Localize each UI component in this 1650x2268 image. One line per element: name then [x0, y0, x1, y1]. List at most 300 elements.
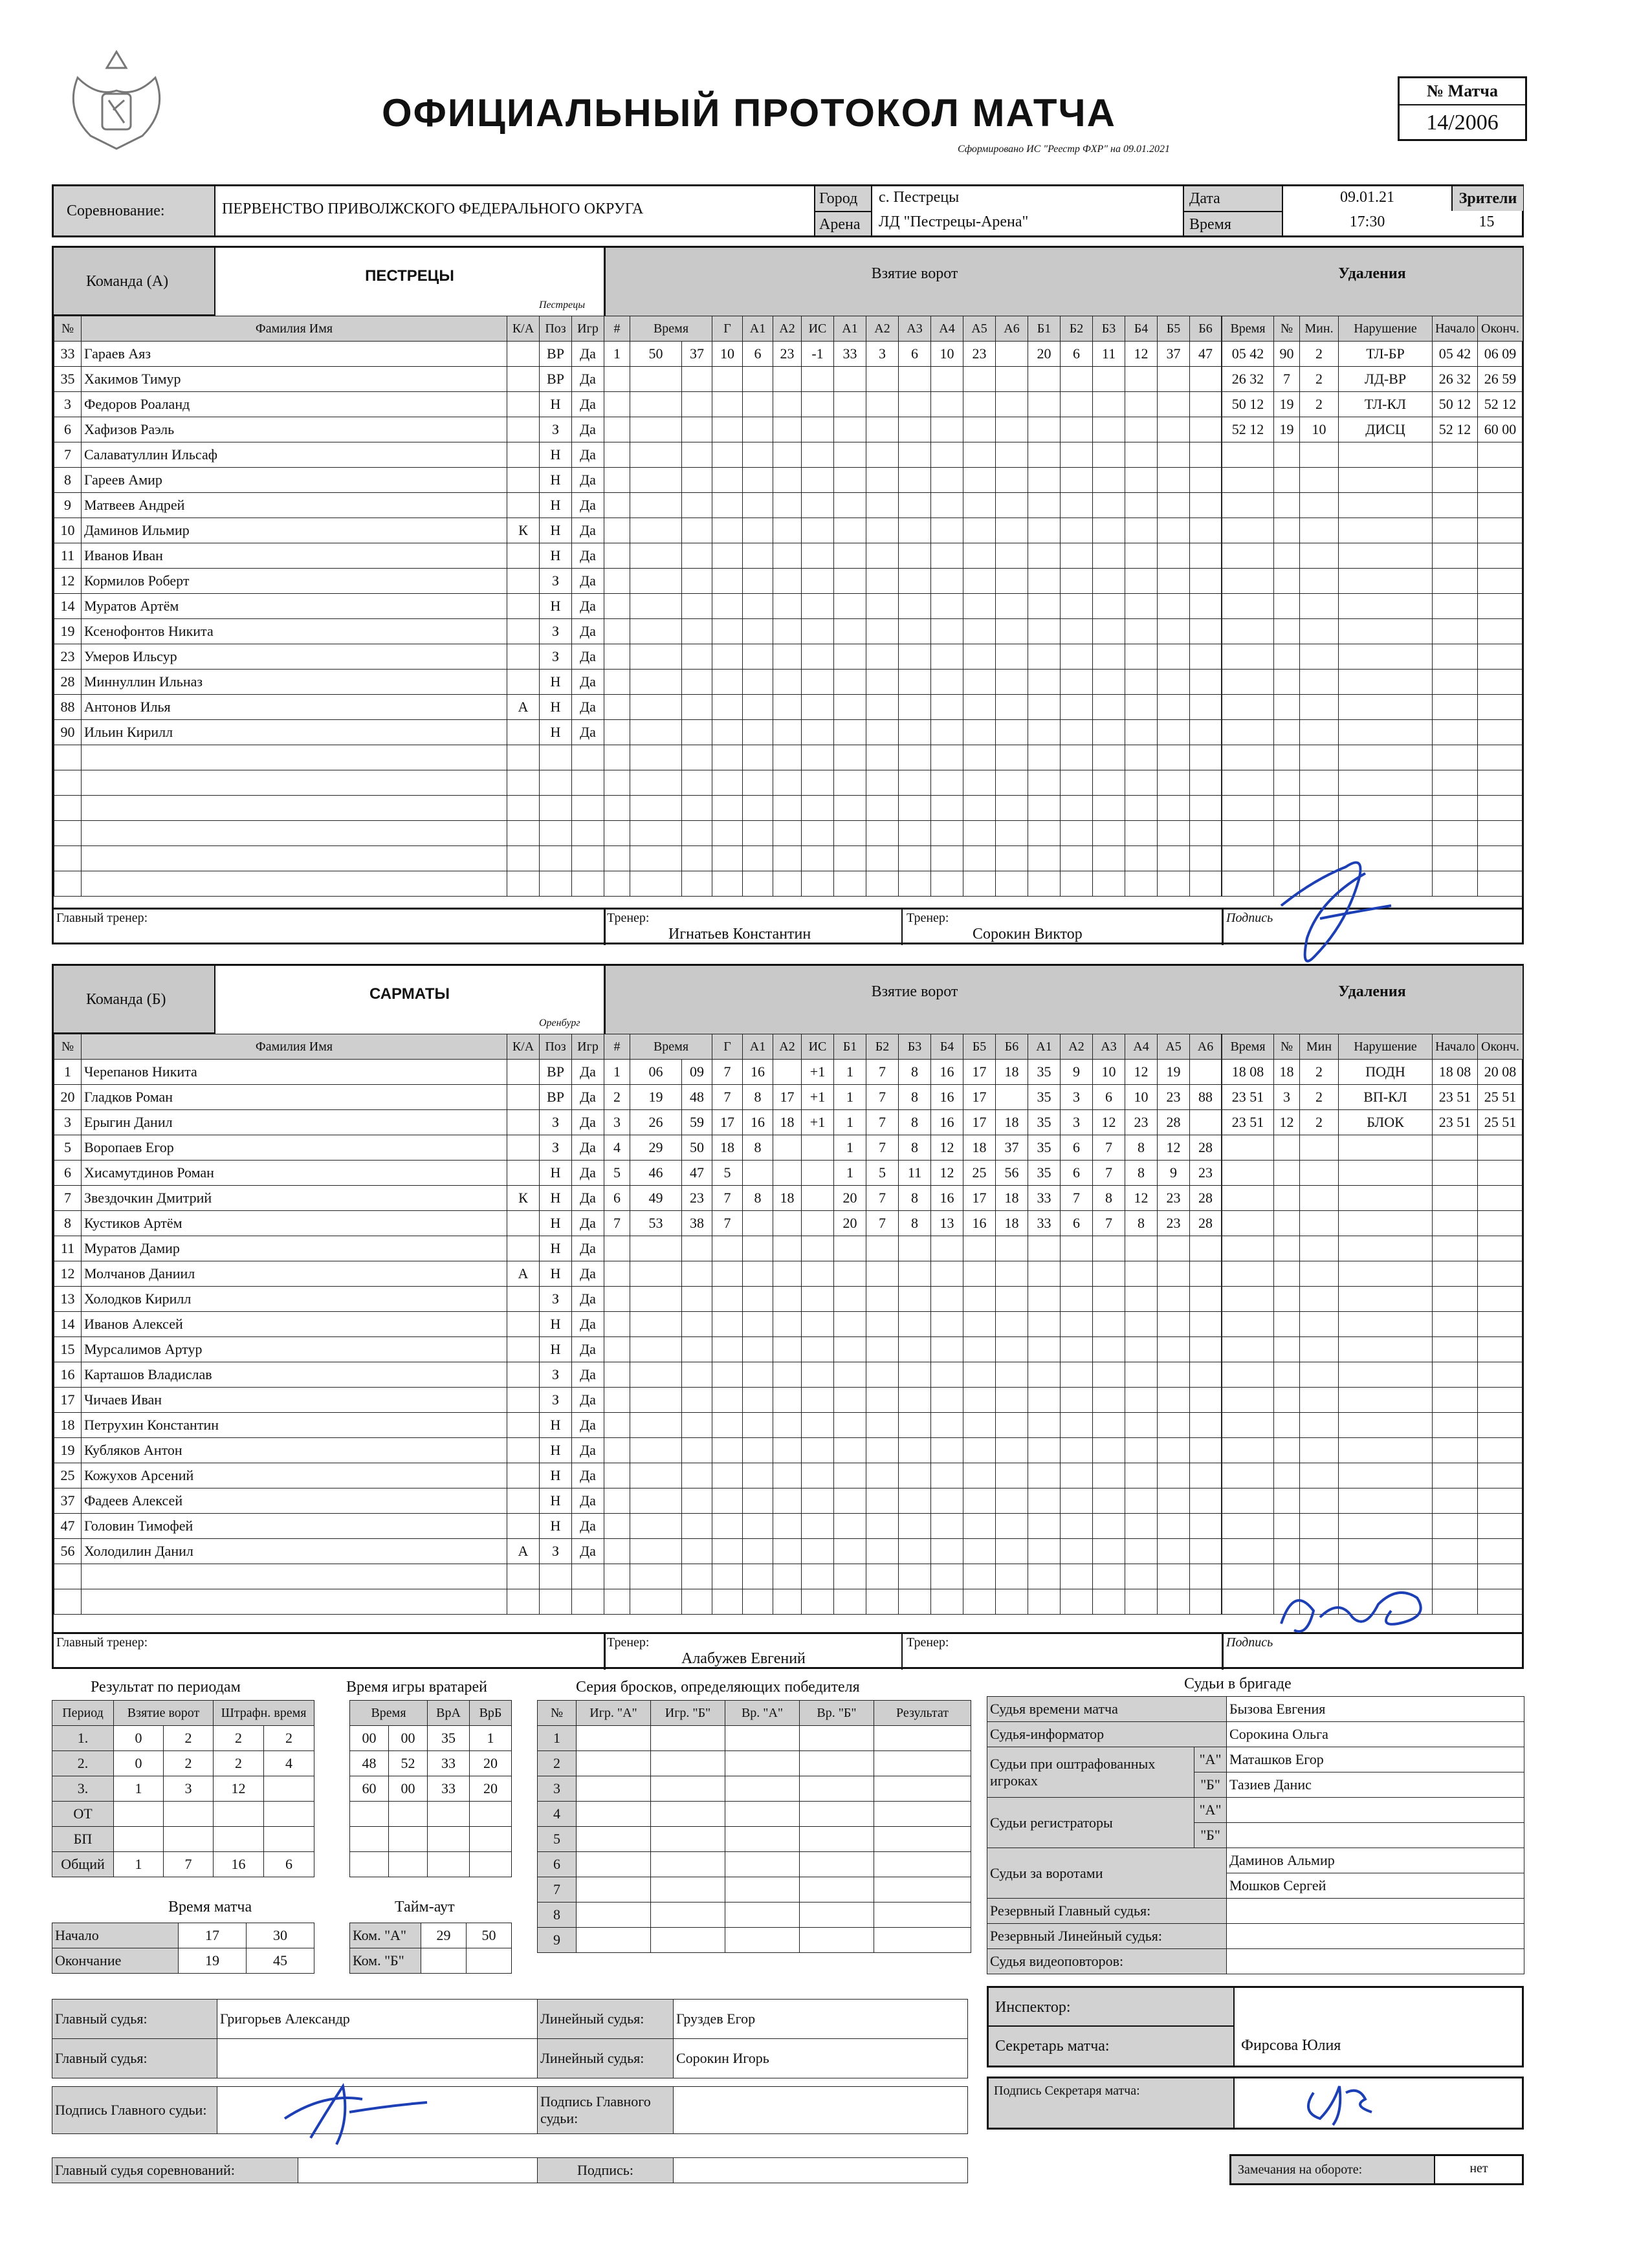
goal-row: [604, 1539, 1222, 1564]
goal-cell: [1125, 619, 1158, 644]
goal-cell: [1158, 1539, 1190, 1564]
goal-cell: [866, 367, 899, 392]
player-position: [540, 821, 572, 846]
goal-cell: [682, 543, 712, 569]
penalty-infraction: ВП-КЛ: [1339, 1085, 1433, 1110]
team-b-pen-title: Удаления: [1222, 966, 1523, 1034]
team-a-label: Команда (А): [54, 248, 215, 316]
goal-cell: [630, 594, 682, 619]
goal-header: Б1: [1028, 316, 1061, 342]
goal-cell: [931, 846, 963, 871]
gk-cell: [350, 1852, 389, 1877]
goal-cell: [773, 670, 802, 695]
goal-cell: 1: [834, 1161, 866, 1186]
goal-cell: [996, 770, 1028, 796]
player-played: [572, 846, 604, 871]
goal-cell: [1190, 1110, 1222, 1135]
team-a-coach-1: Игнатьев Константин: [668, 926, 811, 943]
penalty-infraction: [1339, 1539, 1433, 1564]
goal-cell: [1158, 1362, 1190, 1388]
player-number: 8: [54, 468, 82, 493]
goal-cell: [866, 392, 899, 417]
goal-cell: [866, 770, 899, 796]
player-position: З: [540, 1388, 572, 1413]
penalty-row: [1222, 1211, 1523, 1236]
player-role: [507, 1085, 540, 1110]
player-name: [82, 1564, 507, 1589]
player-name: [82, 1589, 507, 1615]
goal-cell: [630, 720, 682, 745]
goal-cell: [1190, 1438, 1222, 1463]
goal-cell: 7: [1061, 1186, 1093, 1211]
goal-cell: 35: [1028, 1085, 1061, 1110]
penalty-minutes: [1300, 770, 1339, 796]
goal-cell: [712, 1438, 743, 1463]
player-row: [54, 1337, 604, 1362]
player-played: Да: [572, 1110, 604, 1135]
goal-cell: [1061, 1312, 1093, 1337]
goal-cell: [712, 1488, 743, 1514]
goal-cell: [773, 1488, 802, 1514]
goal-cell: [1190, 392, 1222, 417]
goal-cell: 35: [1028, 1060, 1061, 1085]
goal-cell: [1061, 846, 1093, 871]
goal-cell: [802, 1161, 834, 1186]
period-row: [52, 1852, 314, 1877]
penalty-infraction: [1339, 1261, 1433, 1287]
goal-cell: [834, 821, 866, 846]
player-role: [507, 1388, 540, 1413]
goal-cell: 16: [931, 1060, 963, 1085]
goal-cell: [712, 392, 743, 417]
goal-cell: [802, 745, 834, 770]
penalty-row: [1222, 594, 1523, 619]
player-played: Да: [572, 1362, 604, 1388]
player-name: Петрухин Константин: [82, 1413, 507, 1438]
penalty-end: [1478, 770, 1523, 796]
team-a-coach-label-1: Тренер:: [607, 911, 650, 925]
time-label: Время: [1183, 211, 1283, 235]
gk-cell: [389, 1852, 428, 1877]
goal-cell: [834, 1413, 866, 1438]
period-row: [52, 1751, 314, 1776]
penalty-start: [1433, 1261, 1478, 1287]
gk-cell: [428, 1827, 470, 1852]
goal-cell: [682, 1413, 712, 1438]
sign-main-label-1: Подпись Главного судьи:: [52, 2087, 217, 2134]
goal-cell: [630, 1463, 682, 1488]
shootout-row: [538, 1726, 971, 1751]
goal-cell: [1125, 518, 1158, 543]
penalty-start: [1433, 720, 1478, 745]
player-position: [540, 846, 572, 871]
goal-cell: [1061, 1413, 1093, 1438]
player-role: [507, 1110, 540, 1135]
period-value: 2: [214, 1751, 264, 1776]
penalty-start: [1433, 493, 1478, 518]
start-mm: 30: [247, 1923, 314, 1948]
linesman-2: Сорокин Игорь: [674, 2039, 968, 2078]
goal-cell: 06: [630, 1060, 682, 1085]
team-a-coach-label-2: Тренер:: [907, 911, 949, 925]
goal-cell: [1061, 1539, 1093, 1564]
goal-cell: [630, 1261, 682, 1287]
goal-cell: 1: [604, 342, 630, 367]
goal-cell: [1190, 1539, 1222, 1564]
goal-cell: [963, 417, 996, 442]
shootout-cell: [651, 1928, 725, 1953]
goal-cell: 50: [682, 1135, 712, 1161]
goal-cell: [866, 796, 899, 821]
goal-cell: [866, 1463, 899, 1488]
penalty-row: [1222, 367, 1523, 392]
player-row: [54, 1060, 604, 1085]
goal-cell: [899, 1413, 931, 1438]
goal-cell: [1061, 670, 1093, 695]
player-played: [572, 745, 604, 770]
goal-cell: [1158, 821, 1190, 846]
shootout-cell: [800, 1776, 874, 1802]
shootout-cell: [800, 1928, 874, 1953]
goal-cell: 7: [866, 1110, 899, 1135]
goal-header: А1: [834, 316, 866, 342]
goal-row: [604, 821, 1222, 846]
goal-cell: [743, 569, 773, 594]
goal-cell: [1061, 417, 1093, 442]
goal-cell: [682, 1438, 712, 1463]
player-number: 12: [54, 569, 82, 594]
goal-cell: [996, 417, 1028, 442]
penalty-header: Время: [1222, 1034, 1274, 1060]
player-position: З: [540, 417, 572, 442]
goal-cell: [1028, 518, 1061, 543]
goal-cell: [682, 871, 712, 897]
goal-cell: 8: [899, 1110, 931, 1135]
match-time-table: [52, 1923, 314, 1974]
goal-header: Б6: [996, 1034, 1028, 1060]
goal-cell: [682, 367, 712, 392]
goal-cell: [773, 695, 802, 720]
period-row: [52, 1802, 314, 1827]
penalty-player: [1274, 468, 1300, 493]
goal-cell: [1158, 644, 1190, 670]
team-b-city: Оренбург: [539, 1018, 580, 1029]
player-header: Поз: [540, 1034, 572, 1060]
goal-cell: [1061, 720, 1093, 745]
shootout-row: [538, 1852, 971, 1877]
shootout-cell: [725, 1802, 800, 1827]
goal-cell: [1028, 1312, 1061, 1337]
goal-cell: [1061, 1337, 1093, 1362]
player-position: З: [540, 1110, 572, 1135]
period-value: [264, 1802, 314, 1827]
period-value: 0: [114, 1751, 164, 1776]
penalty-infraction: [1339, 695, 1433, 720]
goal-cell: 6: [1061, 1135, 1093, 1161]
goal-row: [604, 695, 1222, 720]
goal-cell: [1061, 1488, 1093, 1514]
goal-cell: [630, 569, 682, 594]
goal-cell: [963, 543, 996, 569]
goal-cell: [1158, 1287, 1190, 1312]
goal-cell: 7: [1093, 1135, 1125, 1161]
penalty-infraction: ЛД-ВР: [1339, 367, 1433, 392]
goal-cell: [604, 367, 630, 392]
shootout-table: [537, 1700, 971, 1953]
goal-cell: [963, 1589, 996, 1615]
goal-cell: [834, 670, 866, 695]
team-a-section: [52, 246, 1524, 944]
goal-cell: 47: [682, 1161, 712, 1186]
goal-cell: [996, 1337, 1028, 1362]
goal-cell: [996, 1388, 1028, 1413]
goal-cell: [682, 1388, 712, 1413]
goal-cell: [1061, 1388, 1093, 1413]
goal-cell: [773, 1388, 802, 1413]
goal-cell: [834, 442, 866, 468]
player-name: Ксенофонтов Никита: [82, 619, 507, 644]
goal-cell: [773, 1060, 802, 1085]
player-role: [507, 392, 540, 417]
player-played: Да: [572, 1161, 604, 1186]
goal-cell: [1028, 796, 1061, 821]
penalty-row: [1222, 493, 1523, 518]
player-number: 33: [54, 342, 82, 367]
player-number: 1: [54, 1060, 82, 1085]
goal-row: [604, 745, 1222, 770]
player-role: [507, 367, 540, 392]
goal-cell: [1028, 1438, 1061, 1463]
player-role: [507, 670, 540, 695]
penalty-time: [1222, 1589, 1274, 1615]
penalty-end: [1478, 1514, 1523, 1539]
arena-value: ЛД "Пестрецы-Арена": [879, 213, 1029, 230]
team-a-city: Пестрецы: [539, 300, 586, 311]
player-name: Гладков Роман: [82, 1085, 507, 1110]
goal-header: А3: [899, 316, 931, 342]
penalty-player: 7: [1274, 367, 1300, 392]
goal-cell: [931, 619, 963, 644]
goal-cell: 18: [996, 1060, 1028, 1085]
goal-cell: -1: [802, 342, 834, 367]
goal-cell: [1190, 417, 1222, 442]
goal-cell: [1125, 821, 1158, 846]
penalty-row: [1222, 796, 1523, 821]
player-header: Фамилия Имя: [82, 316, 507, 342]
penalty-row: [1222, 1312, 1523, 1337]
player-name: Салаватуллин Ильсаф: [82, 442, 507, 468]
goal-row: [604, 1236, 1222, 1261]
goal-cell: [963, 1261, 996, 1287]
goal-cell: [996, 644, 1028, 670]
goal-cell: [834, 1312, 866, 1337]
goal-cell: [682, 518, 712, 543]
goal-cell: [1158, 569, 1190, 594]
penalty-player: [1274, 1236, 1300, 1261]
player-name: Антонов Илья: [82, 695, 507, 720]
player-number: 28: [54, 670, 82, 695]
goal-cell: [682, 1488, 712, 1514]
goal-cell: +1: [802, 1060, 834, 1085]
goal-header: А4: [931, 316, 963, 342]
shootout-header: Результат: [874, 1701, 971, 1726]
goal-header: А2: [773, 316, 802, 342]
goal-cell: [834, 569, 866, 594]
goal-cell: [1093, 518, 1125, 543]
player-row: [54, 745, 604, 770]
player-row: [54, 342, 604, 367]
player-name: Мурсалимов Артур: [82, 1337, 507, 1362]
gk-cell: 20: [470, 1751, 512, 1776]
penalty-end: [1478, 1388, 1523, 1413]
player-position: ВР: [540, 367, 572, 392]
player-played: Да: [572, 1438, 604, 1463]
goal-cell: [1158, 1564, 1190, 1589]
player-row: [54, 442, 604, 468]
goal-cell: [1190, 543, 1222, 569]
goal-cell: [1093, 619, 1125, 644]
team-a-sign-label: Подпись: [1226, 911, 1273, 925]
penalty-start: 50 12: [1433, 392, 1478, 417]
goal-cell: [743, 1236, 773, 1261]
goal-cell: [931, 821, 963, 846]
goal-cell: [743, 1589, 773, 1615]
period-value: [264, 1827, 314, 1852]
penalty-player: [1274, 1488, 1300, 1514]
goal-cell: [1028, 569, 1061, 594]
goal-cell: [1093, 1236, 1125, 1261]
penalty-minutes: [1300, 1186, 1339, 1211]
shootout-cell: [800, 1877, 874, 1903]
penalty-end: [1478, 1135, 1523, 1161]
goal-cell: [1158, 1236, 1190, 1261]
goal-header: Б5: [1158, 316, 1190, 342]
goal-cell: 11: [899, 1161, 931, 1186]
goal-cell: [931, 543, 963, 569]
goal-cell: [802, 543, 834, 569]
penalty-time: 18 08: [1222, 1060, 1274, 1085]
penalty-player: 19: [1274, 417, 1300, 442]
goal-cell: [899, 417, 931, 442]
shootout-cell: [800, 1802, 874, 1827]
goal-cell: [743, 417, 773, 442]
goal-cell: [802, 821, 834, 846]
penalty-minutes: [1300, 1362, 1339, 1388]
goal-row: [604, 518, 1222, 543]
goal-cell: [802, 1236, 834, 1261]
penalty-start: [1433, 1463, 1478, 1488]
team-b-section: [52, 964, 1524, 1669]
goal-cell: [1125, 1438, 1158, 1463]
penalty-end: [1478, 745, 1523, 770]
city-label: Город: [814, 186, 872, 211]
penalty-end: 52 12: [1478, 392, 1523, 417]
goal-cell: [682, 1514, 712, 1539]
goal-cell: [996, 493, 1028, 518]
main-referee-label-1: Главный судья:: [52, 2000, 217, 2039]
goal-cell: [834, 1539, 866, 1564]
goal-cell: [630, 1438, 682, 1463]
goal-cell: [1125, 594, 1158, 619]
goal-cell: [899, 468, 931, 493]
goal-cell: [996, 1287, 1028, 1312]
goal-cell: [604, 1589, 630, 1615]
goal-cell: [931, 468, 963, 493]
shootout-cell: [725, 1852, 800, 1877]
player-played: Да: [572, 1388, 604, 1413]
goal-cell: [1158, 442, 1190, 468]
penalty-end: [1478, 871, 1523, 897]
player-played: [572, 1564, 604, 1589]
player-number: 16: [54, 1362, 82, 1388]
period-value: 16: [214, 1852, 264, 1877]
goal-cell: 16: [931, 1085, 963, 1110]
penalty-start: [1433, 1337, 1478, 1362]
goal-cell: 37: [1158, 342, 1190, 367]
goal-row: [604, 644, 1222, 670]
shootout-cell: [577, 1802, 651, 1827]
goal-cell: [604, 619, 630, 644]
goal-cell: 56: [996, 1161, 1028, 1186]
player-number: 56: [54, 1539, 82, 1564]
penalty-minutes: [1300, 1135, 1339, 1161]
player-played: Да: [572, 1085, 604, 1110]
shootout-number: 2: [538, 1751, 577, 1776]
goal-cell: [773, 1539, 802, 1564]
penalty-infraction: [1339, 594, 1433, 619]
goal-row: [604, 1085, 1222, 1110]
player-name: [82, 821, 507, 846]
penalty-player: [1274, 1186, 1300, 1211]
goal-row: [604, 594, 1222, 619]
goal-cell: [743, 1564, 773, 1589]
shootout-cell: [874, 1776, 971, 1802]
player-row: [54, 1539, 604, 1564]
penalty-infraction: [1339, 796, 1433, 821]
player-name: Фадеев Алексей: [82, 1488, 507, 1514]
goal-cell: [1093, 468, 1125, 493]
goal-cell: [802, 1186, 834, 1211]
goal-cell: 10: [1093, 1060, 1125, 1085]
penalty-player: [1274, 1539, 1300, 1564]
goal-cell: [712, 1539, 743, 1564]
goal-row: [604, 1413, 1222, 1438]
player-row: [54, 493, 604, 518]
goal-cell: [1093, 1287, 1125, 1312]
goal-cell: [773, 720, 802, 745]
goal-cell: [899, 1287, 931, 1312]
goal-cell: [1028, 594, 1061, 619]
goal-header: Б4: [1125, 316, 1158, 342]
player-number: 7: [54, 1186, 82, 1211]
penalty-row: [1222, 1337, 1523, 1362]
goal-cell: [773, 821, 802, 846]
goal-cell: [604, 1539, 630, 1564]
team-a-penalties-table: [1222, 316, 1523, 897]
penalty-minutes: [1300, 1438, 1339, 1463]
penalty-time: [1222, 796, 1274, 821]
penalty-infraction: ТЛ-КЛ: [1339, 392, 1433, 417]
goal-cell: [866, 1514, 899, 1539]
goal-cell: [963, 770, 996, 796]
player-position: Н: [540, 1161, 572, 1186]
goal-cell: [743, 543, 773, 569]
penalty-row: [1222, 644, 1523, 670]
goal-cell: 12: [1093, 1110, 1125, 1135]
goal-header: А5: [1158, 1034, 1190, 1060]
goal-cell: [996, 518, 1028, 543]
player-position: Н: [540, 1211, 572, 1236]
